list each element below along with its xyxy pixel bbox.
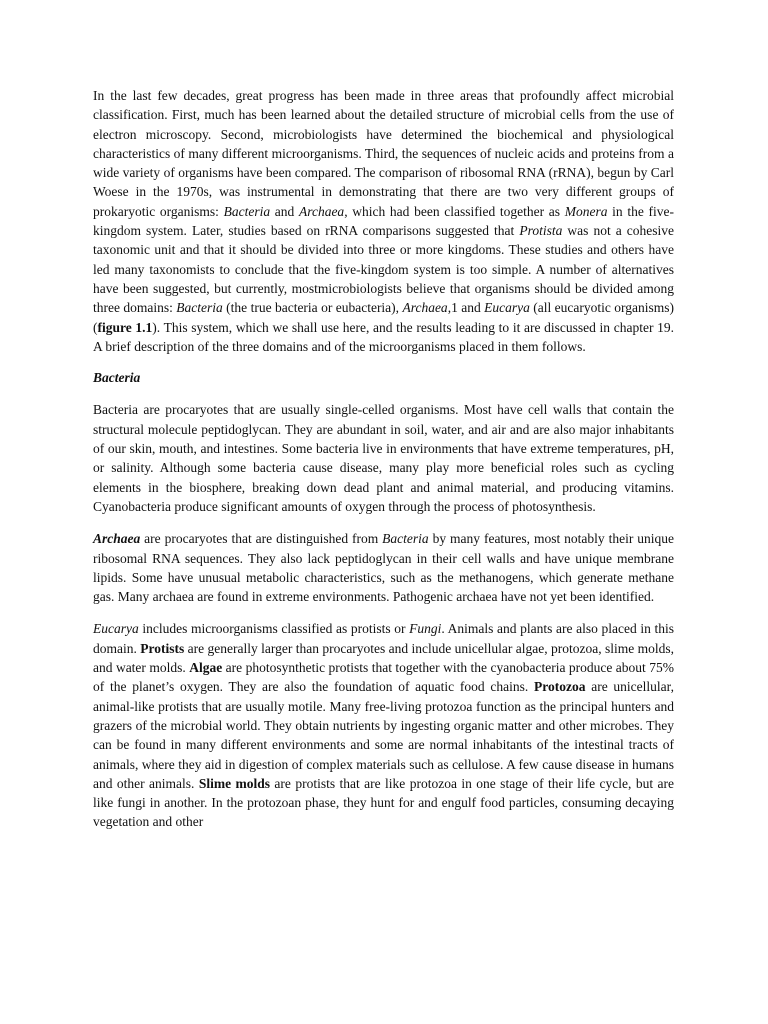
italic-term: Archaea bbox=[298, 203, 345, 219]
text-run: in the five-kingdom system. Later, studies based on rRNA comparisons suggested that bbox=[93, 203, 674, 239]
eucarya-paragraph bbox=[93, 619, 674, 831]
bacteria-heading: Bacteria bbox=[93, 370, 141, 386]
bold-term: figure 1.1 bbox=[97, 319, 153, 335]
bold-term: Protists bbox=[140, 640, 185, 656]
bacteria-paragraph bbox=[93, 400, 674, 516]
text-run: by many features, most notably their unique ribosomal RNA sequences. They also lack peptidoglycan in their cell walls and have unique membrane lipids. Some have unusual metabolic characteristics, such as the methanogens, which generate methane gas. Many archaea are found in extreme environments. Pathogenic archaea have not yet been identified. bbox=[93, 531, 674, 605]
text-run: are generally larger than procaryotes and include unicellular algae, protozoa, slime molds, and water molds. bbox=[93, 640, 674, 676]
italic-term: Bacteria bbox=[382, 531, 429, 547]
italic-term: Archaea bbox=[402, 300, 448, 316]
text-run: ). This system, which we shall use here, and the results leading to it are discussed in chapter 19. A brief description of the three domains and of the microorganisms placed in them follows. bbox=[93, 319, 675, 354]
bold-term: Algae bbox=[189, 660, 223, 676]
text-run: includes microorganisms classified as protists or bbox=[138, 621, 410, 637]
bold-term: Slime molds bbox=[198, 775, 271, 791]
text-run: are photosynthetic protists that together with the cyanobacteria produce about 75% of the planet’s oxygen. They are also the foundation of aquatic food chains. bbox=[93, 660, 674, 695]
italic-term: Protista bbox=[519, 223, 563, 239]
archaea-paragraph bbox=[93, 529, 674, 606]
text-run: are unicellular, animal-like protists that are usually motile. Many free-living protozoa function as the principal hunters and grazers of the microbial world. They obtain nutrients by ingesting organic matter and other microbes. They can be found in many different environments and some are normal inhabitants of the intestinal tracts of animals, where they aid in digestion of complex materials such as cellulose. A few cause disease in humans and other animals. bbox=[93, 679, 674, 791]
italic-term: Eucarya bbox=[93, 621, 139, 637]
text-run: ,1 and bbox=[447, 300, 485, 316]
italic-term: Bacteria bbox=[223, 203, 271, 219]
intro-paragraph bbox=[93, 86, 674, 356]
italic-term: Monera bbox=[564, 203, 608, 219]
text-run: was not a cohesive taxonomic unit and that it should be divided into three or more kingdoms. These studies and others have led many taxonomists to conclude that the five-kingdom system is too simple. A number of alternatives have been suggested, but currently, mostmicrobiologists believe that organisms should be divided among three domains: bbox=[93, 223, 675, 316]
text-run: . Animals and plants are also placed in this domain. bbox=[93, 621, 674, 656]
text-run: In the last few decades, great progress has been made in three areas that profoundly affect microbial classification. First, much has been learned about the detailed structure of microbial cells from the use of electron microscopy. Second, microbiologists have determined the biochemical and physiological characteristics of many different microorganisms. Third, the sequences of nucleic acids and proteins from a wide variety of organisms have been compared. The comparison of ribosomal RNA (rRNA), begun by Carl Woese in the 1970s, was instrumental in demonstrating that there are two very different groups of prokaryotic organisms: bbox=[93, 88, 674, 219]
bold-italic-term: Archaea bbox=[93, 531, 141, 547]
italic-term: Eucarya bbox=[484, 300, 530, 316]
italic-term: Bacteria bbox=[176, 300, 223, 316]
text-run: and bbox=[270, 203, 299, 219]
document-page bbox=[93, 86, 674, 845]
text-run: , which had been classified together as bbox=[344, 203, 565, 219]
italic-term: Fungi bbox=[409, 621, 442, 637]
text-run: Bacteria are procaryotes that are usually single-celled organisms. Most have cell walls that contain the structural molecule peptidoglycan. They are abundant in soil, water, and air and are also major inhabitants of our skin, mouth, and intestines. Some bacteria live in environments that have extreme temperatures, pH, or salinity. Although some bacteria cause disease, many play more beneficial roles such as cycling elements in the biosphere, breaking down dead plant and animal material, and producing vitamins. Cyanobacteria produce significant amounts of oxygen through the process of photosynthesis. bbox=[93, 402, 674, 514]
bold-term: Protozoa bbox=[533, 679, 586, 695]
text-run: are protists that are like protozoa in one stage of their life cycle, but are like fungi in another. In the protozoan phase, they hunt for and engulf food particles, consuming decaying vegetation and other bbox=[93, 775, 674, 830]
text-run: (all eucaryotic organisms) ( bbox=[93, 300, 674, 335]
text-run: (the true bacteria or eubacteria), bbox=[222, 300, 403, 316]
text-run: are procaryotes that are distinguished from bbox=[140, 531, 383, 547]
